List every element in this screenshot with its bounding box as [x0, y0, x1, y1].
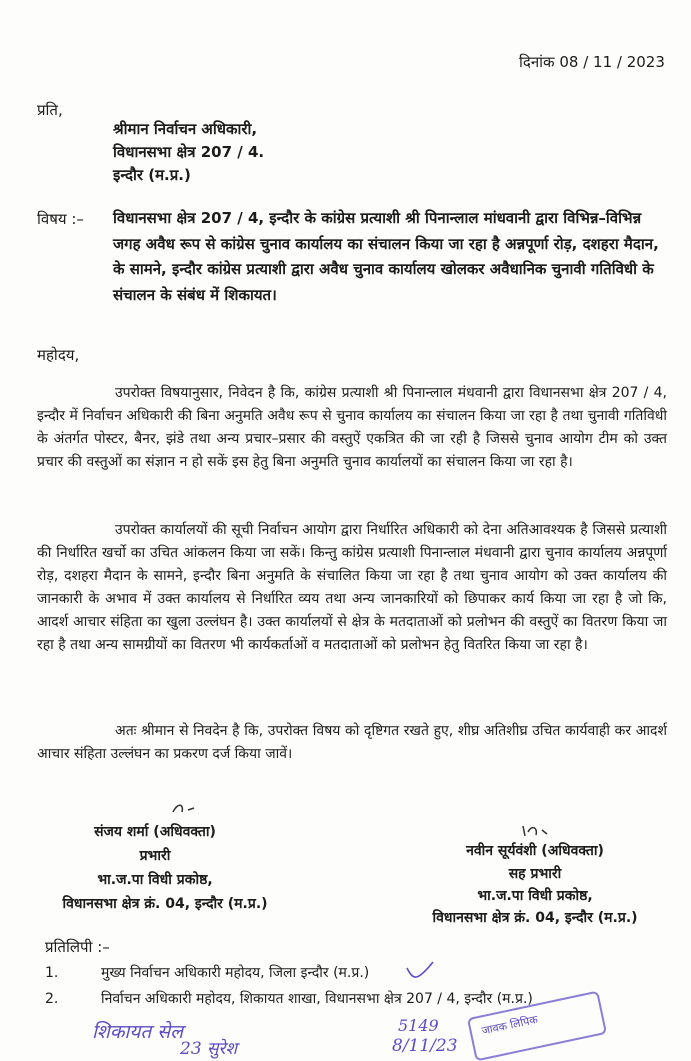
recipient-line: विधानसभा क्षेत्र 207 / 4.	[113, 143, 265, 161]
body-paragraph	[37, 720, 667, 766]
cc-item: 2. निर्वाचन अधिकारी महोदय, शिकायत शाखा, विधानसभा क्षेत्र 207 / 4, इन्दौर (म.प्र.)	[45, 991, 533, 1007]
subject-text: विधानसभा क्षेत्र 207 / 4, इन्दौर के कांग्रेस प्रत्याशी श्री पिनान्लाल मांधवानी द्वारा विभिन्न–विभिन्न जगह अवैध रूप से कांग्रेस चुनाव कार्यालय का संचालन किया जा रहा है अन्नपूर्णा रोड़, दशहरा मैदान, के सामने, इन्दौर कांग्रेस प्रत्याशी द्वारा अवैध चुनाव कार्यालय खोलकर अवैधानिक चुनावी गतिविधी के संचालन के संबंध में शिकायत।	[113, 209, 659, 304]
handwritten-note: 5149	[398, 1016, 439, 1035]
signatory-1-area: विधानसभा क्षेत्र क्रं. 04, इन्दौर (म.प्र.)	[62, 896, 268, 912]
signatory-2-area: विधानसभा क्षेत्र क्रं. 04, इन्दौर (म.प्र.)	[432, 910, 638, 926]
cc-label: प्रतिलिपी :–	[45, 938, 110, 956]
checkmark-icon	[405, 960, 435, 986]
stamp-text: जावक लिपिक	[480, 1012, 539, 1038]
handwritten-note: 8/11/23	[392, 1036, 458, 1056]
recipient-label: प्रति,	[37, 101, 63, 119]
signatory-1-org: भा.ज.पा विधी प्रकोष्ठ,	[97, 872, 213, 888]
cc-item: 1. मुख्य निर्वाचन अधिकारी महोदय, जिला इन्दौर (म.प्र.)	[45, 965, 370, 981]
signatory-2-name: नवीन सूर्यवंशी (अधिवक्ता)	[466, 843, 604, 859]
signatory-1-name: संजय शर्मा (अधिवक्ता)	[94, 824, 216, 840]
signatory-2-role: सह प्रभारी	[508, 866, 562, 882]
body-paragraph	[37, 382, 667, 474]
signatory-1-role: प्रभारी	[139, 848, 171, 864]
paragraph-text: उपरोक्त कार्यालयों की सूची निर्वाचन आयोग द्वारा निर्धारित अधिकारी को देना अतिआवश्यक है जिससे प्रत्याशी की निर्धारित खर्चो का उचित आंकलन किया जा सकें। किन्तु कांग्रेस प्रत्याशी पिनान्लाल मंधवानी द्वारा चुनाव कार्यालय अन्नपूर्णा रोड़, दशहरा मैदान के सामने, इन्दौर बिना अनुमति के संचालित किया जा रहा है तथा चुनाव आयोग को उक्त कार्यालय की जानकारी के अभाव में उक्त कार्यालय से निर्धारित व्यय तथा अन्य जानकारियों को छिपाकर कार्य किया जा रहा है जो कि, आदर्श आचार संहिता का खुला उल्लंघन है। उक्त कार्यालयों से क्षेत्र के मतदाताओं को प्रलोभन की वस्तुऐं का वितरण किया जा रहा है तथा अन्य सामग्रीयों का वितरण भी कार्यकर्ताओं व मतदाताओं को प्रलोभन हेतु वितरित किया जा रहा है।	[37, 522, 667, 653]
paragraph-text: उपरोक्त विषयानुसार, निवेदन है कि, कांग्रेस प्रत्याशी श्री पिनान्लाल मंधवानी द्वारा विधानसभा क्षेत्र 207 / 4, इन्दौर में निर्वाचन अधिकारी की बिना अनुमति अवैध रूप से चुनाव कार्यालय का संचालन किया जा रहा है तथा चुनावी गतिविधी के अंतर्गत पोस्टर, बैनर, झंडे तथा अन्य प्रचार–प्रसार की वस्तुऐं एकत्रित की जा रही है जिससे चुनाव आयोग टीम को उक्त प्रचार की वस्तुओं का संज्ञान न हो सकें इस हेतु बिना अनुमति चुनाव कार्यालयों का संचालन किया जा रहा है।	[37, 385, 667, 470]
handwritten-note: 23 सुरेश	[180, 1039, 238, 1059]
subject-label: विषय :–	[37, 210, 84, 228]
body-paragraph	[37, 519, 667, 657]
signatory-2-org: भा.ज.पा विधी प्रकोष्ठ,	[477, 888, 593, 904]
handwritten-note: शिकायत सेल	[92, 1021, 183, 1043]
paragraph-text: अतः श्रीमान से निवदेन है कि, उपरोक्त विषय को दृष्टिगत रखते हुए, शीघ्र अतिशीघ्र उचित कार्यवाही कर आदर्श आचार संहिता उल्लंघन का प्रकरण दर्ज किया जावें।	[37, 723, 667, 762]
recipient-line: इन्दौर (म.प्र.)	[113, 166, 191, 184]
signature-mark	[170, 800, 200, 822]
salutation: महोदय,	[37, 346, 80, 364]
letter-date: दिनांक 08 / 11 / 2023	[519, 53, 665, 71]
recipient-line: श्रीमान निर्वाचन अधिकारी,	[113, 120, 258, 138]
